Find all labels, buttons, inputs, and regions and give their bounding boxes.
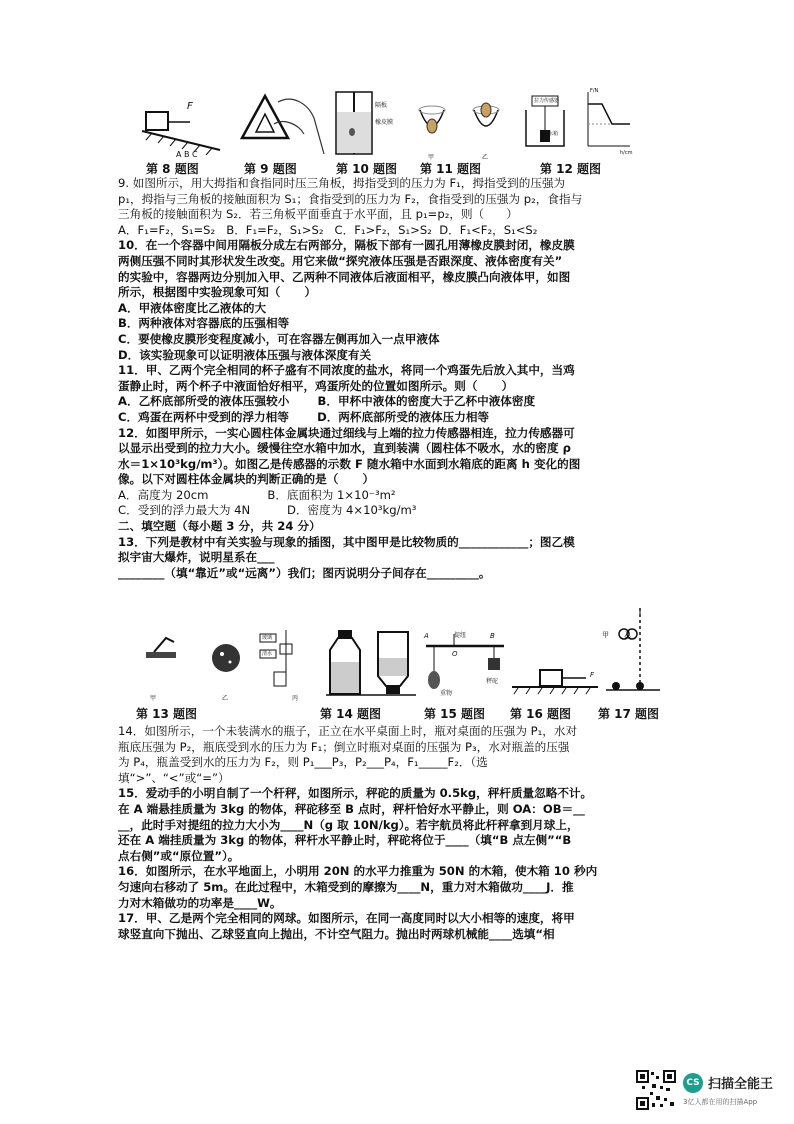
q13-line-3: ________（填“靠近”或“远离”）我们；图丙说明分子间存在_________。 — [118, 565, 491, 580]
q13-label-a: 甲 — [150, 695, 157, 702]
q15-line-5: 点右侧”或“原位置”）。 — [118, 848, 240, 863]
caption-q14: 第 14 题图 — [320, 707, 382, 721]
q11-options-cd: C．鸡蛋在两杯中受到的浮力相等 D．两杯底部所受的液体压力相等 — [118, 409, 490, 424]
q15-label-b: B — [490, 632, 495, 640]
q17-line-2: 球竖直向下抛出、乙球竖直向上抛出，不计空气阻力。抛出时两球机械能____选填“相 — [118, 926, 555, 941]
q16-line-3: 力对木箱做功的功率是____W。 — [118, 895, 282, 910]
q17-line-1: 17．甲、乙是两个完全相同的网球。如图所示，在同一高度同时以大小相等的速度，将甲 — [118, 911, 575, 926]
q14-line-4: 填“>”、“<”或“=”） — [118, 770, 230, 785]
q15-label-weight: 重物 — [440, 690, 453, 697]
q13-label-b: 乙 — [222, 695, 229, 702]
questions-block-1 — [118, 176, 678, 581]
q10-label-left: 隔板 — [375, 102, 388, 109]
q15-line-3: __，此时手对提纽的拉力大小为____N（g 取 10N/kg）。若宇航员将此杆秤拿到月球上， — [118, 817, 579, 832]
q13-line-1: 13．下列是教材中有关实验与现象的插图，其中图甲是比较物质的____________；图乙模 — [118, 534, 575, 549]
caption-q13: 第 13 题图 — [136, 707, 198, 721]
q9-line-1: 9. 如图所示，用大拇指和食指同时压三角板，拇指受到的压力为 F₁，拇指受到的压强为 — [118, 176, 566, 190]
section-2-heading: 二、填空题（每小题 3 分，共 24 分） — [118, 519, 321, 534]
q16-figure — [510, 664, 600, 696]
q16-force-label: F — [590, 671, 595, 679]
q9-line-3: 三角板的接触面积为 S₂．若三角板平面垂直于水平面，且 p₁=p₂，则（ ） — [118, 207, 518, 222]
q15-label-scale: 秤砣 — [486, 678, 499, 685]
q13-line-2: 拟宇宙大爆炸，说明星系在___ — [118, 550, 275, 565]
caption-q10: 第 10 题图 — [336, 162, 398, 176]
q8-force-label: F — [187, 101, 193, 112]
caption-q8: 第 8 题图 — [146, 162, 199, 176]
q13-label-c: 丙 — [292, 695, 299, 702]
q11-options-ab: A．乙杯底部所受的液体压强较小 B．甲杯中液体的密度大于乙杯中液体密度 — [118, 394, 536, 409]
q9-options: A．F₁=F₂，S₁=S₂ B．F₁=F₂，S₁>S₂ C．F₁>F₂，S₁>S₂ D．F₁<F₂，S₁<S₂ — [118, 222, 538, 237]
q15-label-rope: 提纽 — [454, 632, 467, 639]
qr-code — [636, 1070, 676, 1110]
q17-label-b: 乙 — [624, 631, 631, 639]
q13-figure — [140, 628, 310, 690]
q10-line-1: 10．在一个容器中间用隔板分成左右两部分，隔板下部有一圆孔用薄橡皮膜封闭，橡皮膜 — [118, 238, 575, 253]
q10-line-4: 所示，根据图中实验现象可知（ ） — [118, 285, 317, 300]
q15-line-2: 在 A 端悬挂质量为 3kg 的物体，秤砣移至 B 点时，秤杆恰好水平静止，则 OA：OB＝__ — [118, 801, 585, 816]
q11-line-1: 11．甲、乙两个完全相同的杯子盛有不同浓度的盐水，将同一个鸡蛋先后放入其中，当鸡 — [118, 363, 575, 378]
q12-x-axis-label: h/cm — [620, 150, 633, 156]
q14-figure — [326, 628, 418, 698]
camscanner-logo: CS — [683, 1073, 703, 1093]
q10-option-b: B．两种液体对容器底的压强相等 — [118, 316, 290, 331]
q8-figure — [142, 98, 222, 158]
q15-label-a: A — [424, 632, 429, 640]
caption-q16: 第 16 题图 — [510, 707, 572, 721]
camscanner-brand: 扫描全能王 — [708, 1077, 774, 1092]
q17-figure — [606, 606, 662, 696]
q10-option-d: D．该实验现象可以证明液体压强与液体深度有关 — [118, 347, 372, 362]
caption-q12: 第 12 题图 — [540, 162, 602, 176]
q12-line-3: 水＝1×10³kg/m³）。如图乙是传感器的示数 F 随水箱中水面到水箱底的距离 h 变化的图 — [118, 456, 581, 471]
q11-figure — [414, 96, 510, 154]
q9-line-2: p₁，拇指与三角板的接触面积为 S₁；食指受到的压力为 F₂，食指受到的压强为 p₂，食指与 — [118, 191, 583, 206]
q14-line-3: 为 P₄，瓶盖受到水的压力为 F₂，则 P₁___P₃，P₂___P₄，F₁_____F₂．（选 — [118, 755, 488, 770]
caption-q9: 第 9 题图 — [244, 162, 297, 176]
q9-figure — [238, 90, 328, 160]
q14-line-1: 14．如图所示，一个未装满水的瓶子，正立在水平桌面上时，瓶对桌面的压强为 P₁，水对 — [118, 724, 578, 738]
caption-q11: 第 11 题图 — [420, 162, 482, 176]
q16-line-2: 匀速向右移动了 5m。在此过程中，木箱受到的摩擦为____N，重力对木箱做功____J．推 — [118, 879, 574, 894]
q15-line-1: 15．爱动手的小明自制了一个杆秤，如图所示，秤砣的质量为 0.5kg，秤杆质量忽略不计。 — [118, 786, 593, 801]
q8-point-labels: A B C — [176, 150, 198, 159]
q11-label-a: 甲 — [428, 154, 435, 161]
q15-line-4: 还在 A 端挂质量为 3kg 的物体，秤杆水平静止时，秤砣将位于____（填“B 点左侧”“B — [118, 833, 572, 848]
q12-water-label: 水箱 — [548, 131, 559, 137]
caption-q15: 第 15 题图 — [424, 707, 486, 721]
q12-options-ab: A．高度为 20cm B．底面积为 1×10⁻³m² — [118, 487, 396, 502]
q12-line-4: 像。以下对圆柱体金属块的判断正确的是（ ） — [118, 472, 375, 487]
q10-option-a: A．甲液体密度比乙液体的大 — [118, 300, 267, 315]
questions-block-2 — [118, 724, 678, 942]
q15-label-o: O — [452, 650, 458, 658]
q10-label-right: 橡皮膜 — [375, 119, 394, 126]
q12-options-cd: C．受到的浮力最大为 4N D．密度为 4×10³kg/m³ — [118, 503, 417, 518]
q14-line-2: 瓶底压强为 P₂，瓶底受到水的压力为 F₁；倒立时瓶对桌面的压强为 P₃，水对瓶盖的压强 — [118, 739, 570, 754]
q12-sensor-label: 拉力传感器 — [534, 98, 560, 104]
q13-label-water: 清水 — [262, 651, 273, 657]
q10-line-2: 两侧压强不同时其形状发生改变。用它来做“探究液体压强是否跟深度、液体密度有关” — [118, 253, 563, 268]
q13-label-glass: 玻璃 — [262, 635, 273, 641]
q10-line-3: 的实验中，容器两边分别加入甲、乙两种不同液体后液面相平，橡皮膜凸向液体甲，如图 — [118, 269, 571, 284]
q16-line-1: 16．如图所示，在水平地面上，小明用 20N 的水平力推重为 50N 的木箱，使木箱 10 秒内 — [118, 864, 598, 879]
q17-label-a: 甲 — [602, 631, 609, 639]
q11-label-b: 乙 — [482, 154, 489, 161]
q12-line-2: 以显示出受到的拉力大小。缓慢往空水箱中加水，直到装满（圆柱体不吸水，水的密度 ρ — [118, 441, 571, 456]
camscanner-tagline: 3亿人都在用的扫描App — [683, 1098, 758, 1106]
q12-line-1: 12．如图甲所示，一实心圆柱体金属块通过细线与上端的拉力传感器相连，拉力传感器可 — [118, 425, 575, 440]
q10-option-c: C．要使橡皮膜形变程度减小，可在容器左侧再加入一点甲液体 — [118, 331, 440, 346]
caption-q17: 第 17 题图 — [598, 707, 660, 721]
q12-y-axis-label: F/N — [590, 88, 599, 94]
q11-line-2: 蛋静止时，两个杯子中液面恰好相平，鸡蛋所处的位置如图所示。则（ ） — [118, 378, 514, 393]
